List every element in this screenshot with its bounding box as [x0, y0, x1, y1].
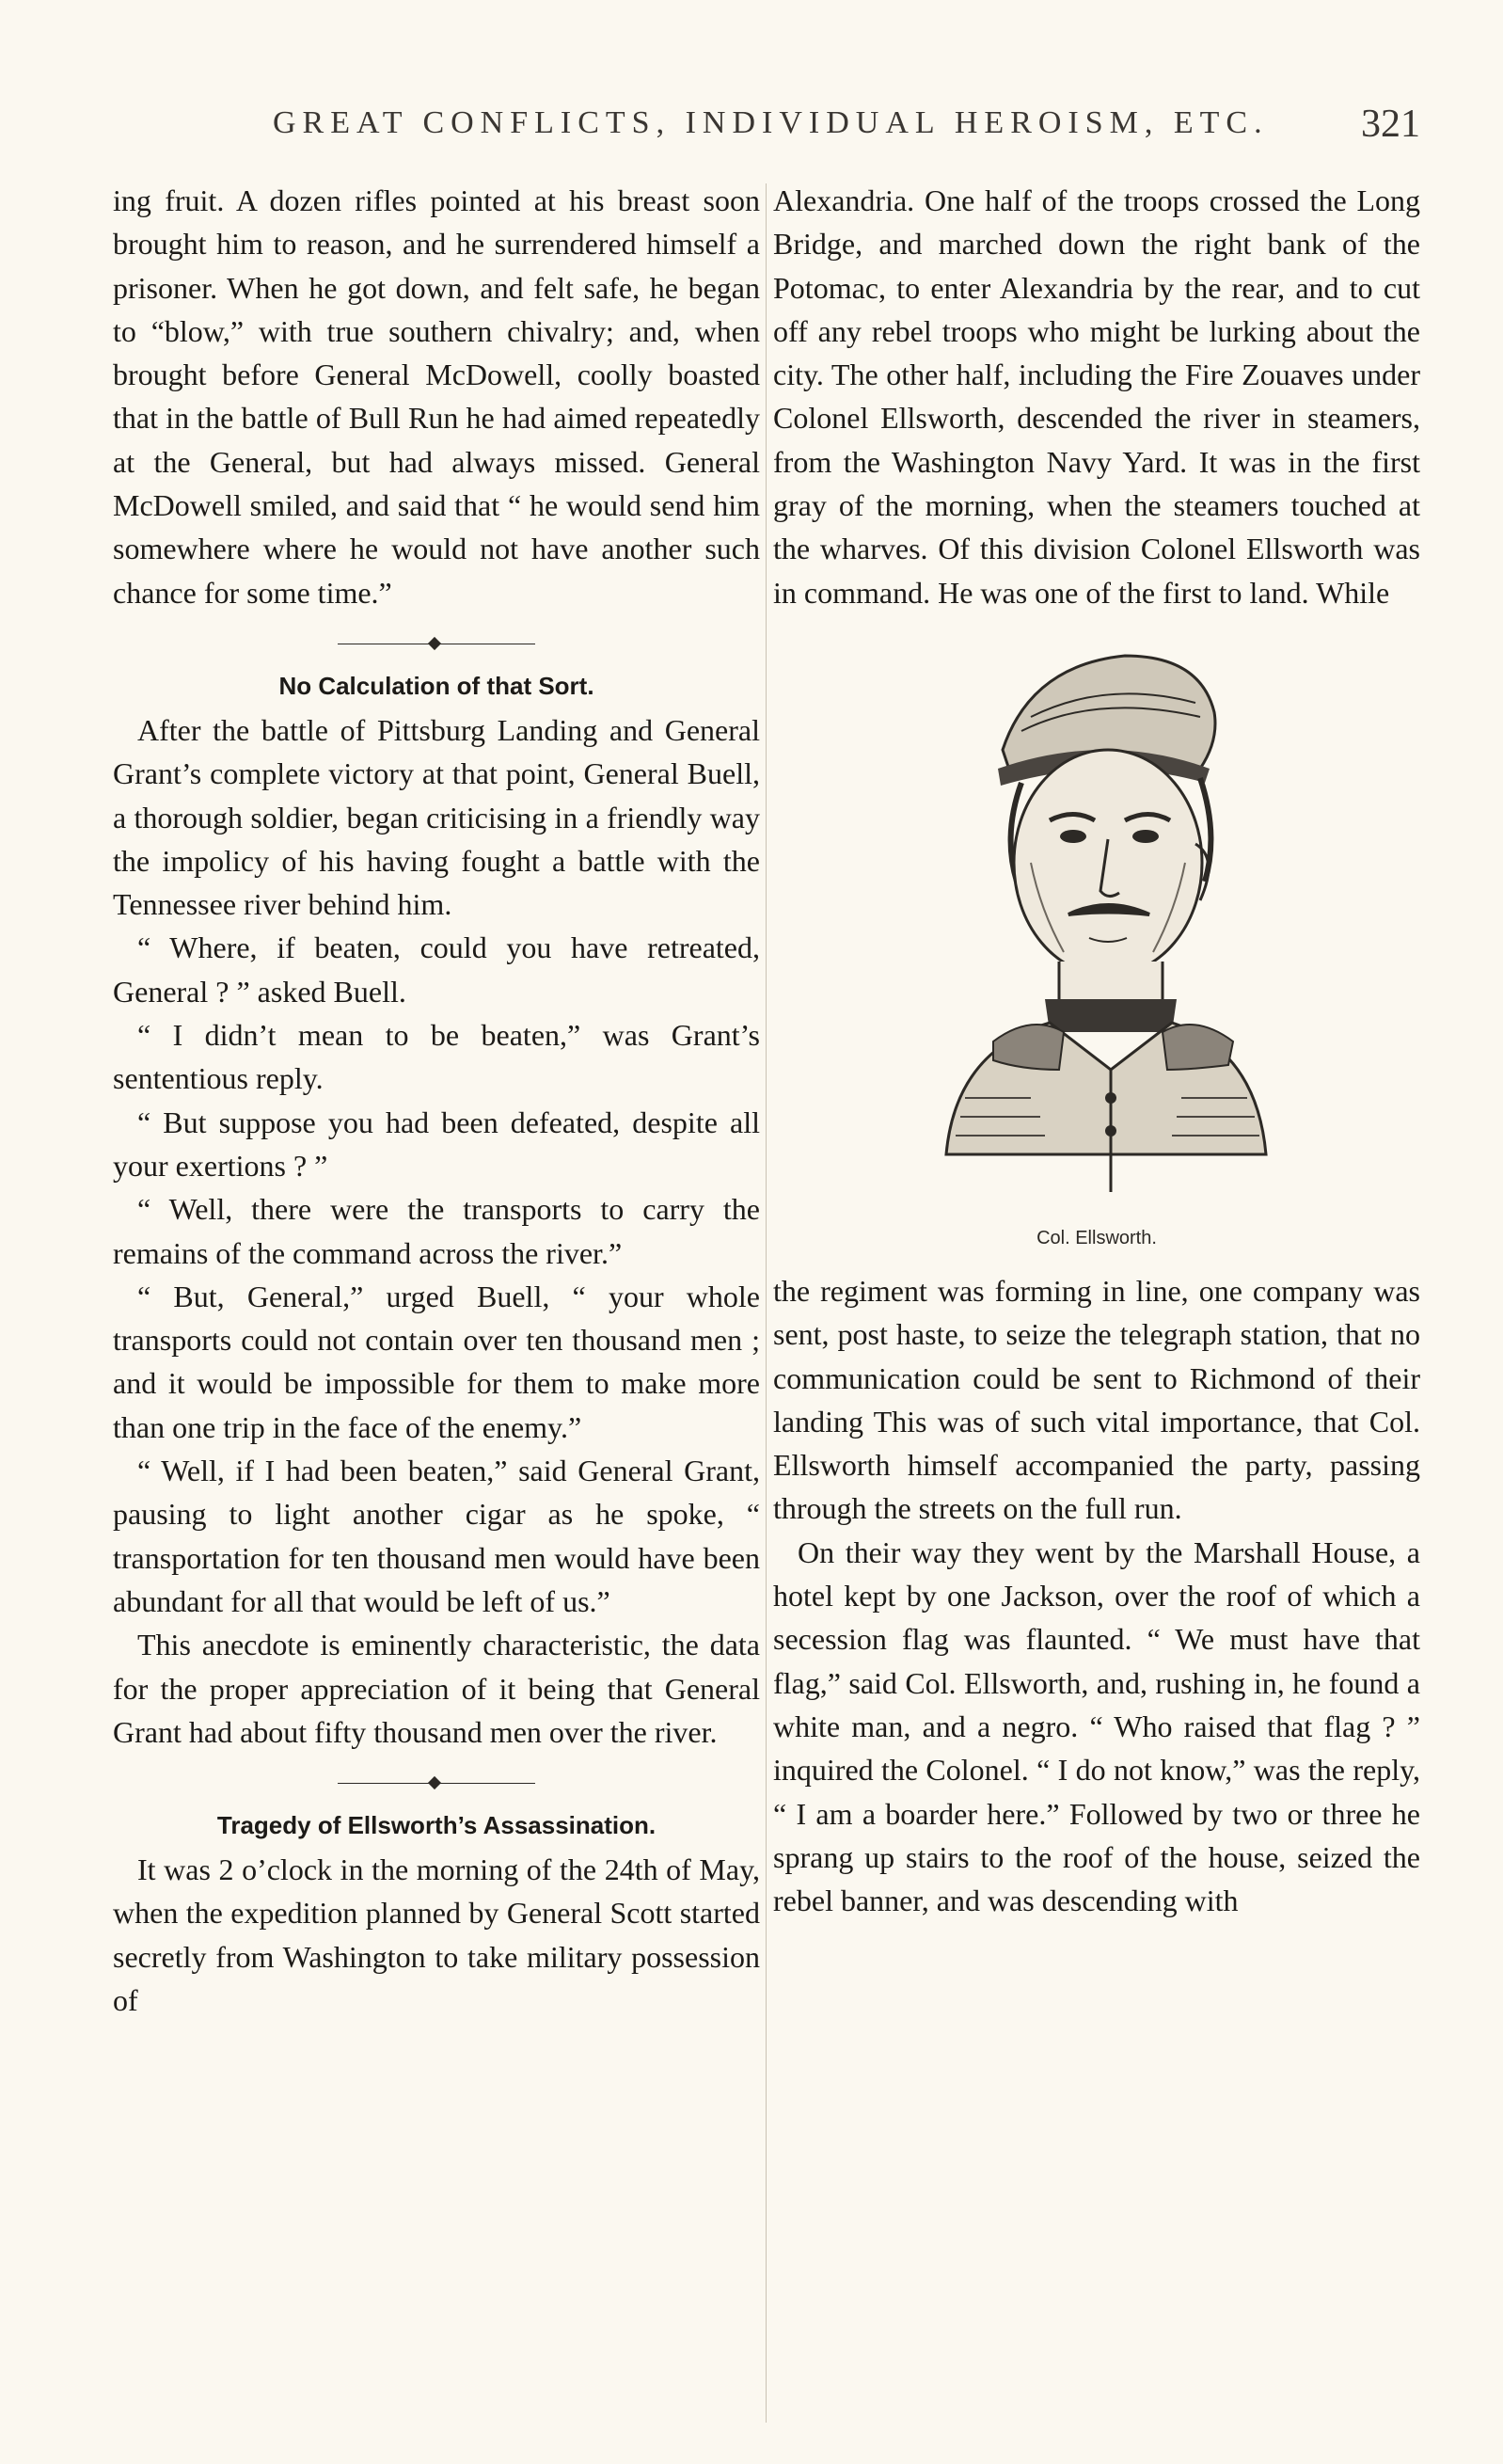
paragraph: “ But, General,” urged Buell, “ your whole transports could not contain over ten thousand men ; and it would be impossible for them to make more than one trip in the face of the enemy.”	[113, 1279, 760, 1444]
paragraph: “ I didn’t mean to be beaten,” was Grant’s sententious reply.	[113, 1018, 760, 1096]
paragraph: “ Well, there were the transports to carry the remains of the command across the river.”	[113, 1192, 760, 1270]
portrait-illustration	[890, 628, 1304, 1211]
paragraph: On their way they went by the Marshall House, a hotel kept by one Jackson, over the roof of which a secession flag was flaunted. “ We must have that flag,” said Col. Ellsworth, and, rushing in, he found a white man, and a negro. “ Who raised that flag ? ” inquired the Colonel. “ I do not know,” was the reply, “ I am a boarder here.” Followed by two or three he sprang up stairs to the roof of the house, seized the rebel banner, and was descending with	[773, 1534, 1420, 1918]
right-column	[773, 179, 1420, 2427]
intro-paragraph: ing fruit. A dozen rifles pointed at his breast soon brought him to reason, and he surrendered himself a prisoner. When he got down, and felt safe, he began to “blow,” with true southern chivalry; and, when brought before General McDowell, coolly boasted that in the battle of Bull Run he had aimed repeatedly at the General, but had always missed. General McDowell smiled, and said that “ he would send him somewhere where he would not have another such chance for some time.”	[113, 183, 760, 610]
paragraph: This anecdote is eminently characteristic, the data for the proper appreciation of it being that General Grant had about fifty thousand men over the river.	[113, 1628, 760, 1749]
running-head	[113, 102, 1420, 158]
running-title: GREAT CONFLICTS, INDIVIDUAL HEROISM, ETC.	[273, 105, 1269, 140]
page-number: 321	[1361, 103, 1420, 146]
paragraph-top: Alexandria. One half of the troops crossed the Long Bridge, and marched down the right bank of the Potomac, to enter Alexandria by the rear, and to cut off any rebel troops who might be lurking about the city. The other half, including the Fire Zouaves under Colonel Ellsworth, descended the river in steamers, from the Washington Navy Yard. It was in the first gray of the morning, when the steamers touched at the wharves. Of this division Colonel Ellsworth was in command. He was one of the first to land. While	[773, 183, 1420, 610]
paragraph: “ Well, if I had been beaten,” said General Grant, pausing to light another cigar as he spoke, “ transportation for ten thousand men would have been abundant for all that would be left of us.”	[113, 1454, 760, 1618]
column-divider	[766, 183, 767, 2423]
paragraph: the regiment was forming in line, one company was sent, post haste, to seize the telegraph station, that no communication could be sent to Richmond of their landing This was of such vital importance, that Col. Ellsworth himself accompanied the party, passing through the streets on the full run.	[773, 1273, 1420, 1526]
left-column	[113, 179, 760, 2427]
section-heading-ellsworth: Tragedy of Ellsworth’s Assassination.	[216, 1811, 657, 1840]
section-heading-calculation: No Calculation of that Sort.	[278, 671, 594, 700]
section-divider	[338, 635, 535, 654]
paragraph: After the battle of Pittsburg Landing and General Grant’s complete victory at that point, General Buell, a thorough soldier, began criticising in a friendly way the impolicy of his having fought a battle with the Tennessee river behind him.	[113, 712, 760, 922]
paragraph: “ But suppose you had been defeated, despite all your exertions ? ”	[113, 1105, 760, 1183]
portrait-caption: Col. Ellsworth.	[1036, 1227, 1157, 1248]
ellsworth-portrait-engraving	[773, 628, 1420, 1218]
paragraph: “ Where, if beaten, could you have retreated, General ? ” asked Buell.	[113, 930, 760, 1009]
section-divider	[338, 1774, 535, 1793]
paragraph: It was 2 o’clock in the morning of the 24th of May, when the expedition planned by General Scott started secretly from Washington to take military possession of	[113, 1852, 760, 2017]
